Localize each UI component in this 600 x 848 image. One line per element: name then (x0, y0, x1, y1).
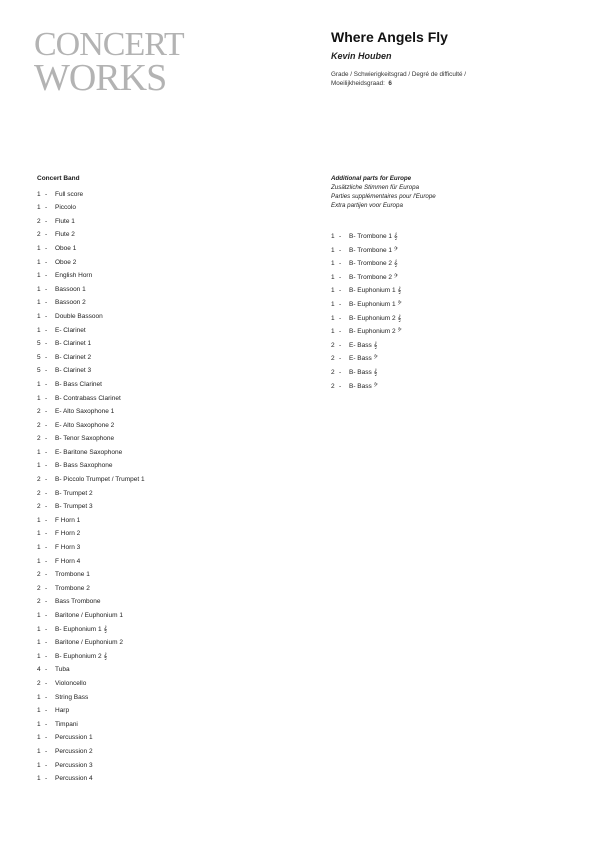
part-separator: - (339, 341, 342, 349)
part-item (331, 244, 581, 258)
part-name: B- Bass Saxophone (55, 462, 113, 470)
part-item (37, 242, 287, 256)
part-item (37, 568, 287, 582)
part-name: B- Trombone 1 𝄢 (349, 246, 398, 254)
part-item (37, 759, 287, 773)
part-item (37, 446, 287, 460)
part-separator: - (45, 720, 48, 728)
part-separator: - (45, 775, 48, 783)
part-quantity: 2 (37, 217, 41, 225)
part-item (37, 188, 287, 202)
part-name: Full score (55, 190, 84, 198)
grade-value: 6 (388, 80, 392, 87)
part-quantity: 2 (37, 489, 41, 497)
part-quantity: 1 (37, 530, 41, 538)
part-item (331, 257, 581, 271)
part-item (37, 215, 287, 229)
part-quantity: 1 (37, 557, 41, 565)
part-name: Bass Trombone (55, 598, 101, 606)
part-name: B- Clarinet 3 (55, 367, 92, 375)
part-item (37, 609, 287, 623)
part-item (37, 351, 287, 365)
part-separator: - (45, 394, 48, 402)
part-separator: - (45, 272, 48, 280)
part-name: B- Trombone 1 𝄞 (349, 233, 398, 240)
part-separator: - (45, 747, 48, 755)
part-quantity: 1 (37, 544, 41, 552)
part-name: Violoncello (55, 679, 87, 687)
part-quantity: 2 (37, 231, 41, 239)
part-quantity: 1 (37, 775, 41, 783)
part-quantity: 2 (37, 408, 41, 416)
part-quantity: 2 (331, 382, 335, 390)
part-name: B- Bass 𝄢 (349, 382, 378, 390)
part-separator: - (45, 571, 48, 579)
part-quantity: 1 (331, 233, 335, 240)
part-quantity: 2 (37, 476, 41, 484)
part-name: Trombone 1 (55, 571, 90, 579)
part-quantity: 1 (37, 462, 41, 470)
part-name: Percussion 1 (55, 734, 93, 742)
part-quantity: 2 (37, 503, 41, 511)
part-item (37, 296, 287, 310)
part-separator: - (45, 503, 48, 511)
part-item (37, 772, 287, 786)
part-quantity: 1 (37, 734, 41, 742)
part-quantity: 1 (37, 625, 41, 633)
part-quantity: 1 (331, 287, 335, 295)
part-item (331, 312, 581, 326)
part-separator: - (45, 734, 48, 742)
part-name: B- Clarinet 2 (55, 353, 92, 361)
part-name: Flute 1 (55, 217, 75, 225)
part-name: Double Bassoon (55, 312, 103, 320)
part-separator: - (45, 476, 48, 484)
part-quantity: 1 (37, 612, 41, 619)
part-item (37, 432, 287, 446)
concert-band-section (37, 174, 287, 786)
part-separator: - (45, 312, 48, 320)
part-item (37, 691, 287, 705)
part-item (37, 269, 287, 283)
part-quantity: 1 (331, 300, 335, 308)
part-name: B- Trumpet 3 (55, 503, 93, 511)
part-quantity: 1 (37, 693, 41, 701)
part-name: Percussion 2 (55, 747, 93, 755)
part-name: B- Bass Clarinet (55, 380, 102, 388)
part-item (37, 527, 287, 541)
part-quantity: 2 (331, 341, 335, 349)
part-quantity: 1 (37, 326, 41, 334)
part-item (37, 500, 287, 514)
part-separator: - (45, 190, 48, 198)
part-name: Flute 2 (55, 231, 75, 239)
part-item (37, 745, 287, 759)
part-separator: - (45, 340, 48, 348)
part-item (37, 718, 287, 732)
part-quantity: 1 (37, 244, 41, 252)
part-name: Percussion 4 (55, 775, 93, 783)
part-separator: - (45, 435, 48, 443)
part-separator: - (45, 679, 48, 687)
part-item (331, 230, 581, 244)
part-quantity: 1 (37, 747, 41, 755)
part-name: B- Trombone 2 𝄢 (349, 273, 398, 281)
part-name: Bassoon 1 (55, 285, 86, 293)
part-name: E- Bass 𝄞 (349, 341, 378, 349)
part-quantity: 1 (331, 246, 335, 254)
part-item (331, 380, 581, 394)
part-quantity: 1 (331, 328, 335, 336)
part-separator: - (45, 462, 48, 470)
part-quantity: 1 (37, 761, 41, 769)
part-separator: - (45, 639, 48, 647)
part-quantity: 1 (37, 258, 41, 266)
part-item (37, 514, 287, 528)
part-name: B- Trombone 2 𝄞 (349, 260, 398, 268)
part-separator: - (45, 584, 48, 592)
part-name: F Horn 4 (55, 557, 81, 565)
part-name: E- Alto Saxophone 1 (55, 408, 115, 416)
part-quantity: 2 (37, 598, 41, 606)
part-separator: - (45, 612, 48, 619)
part-quantity: 1 (37, 285, 41, 293)
part-item (37, 201, 287, 215)
part-item (37, 324, 287, 338)
part-separator: - (45, 258, 48, 266)
part-quantity: 1 (37, 190, 41, 198)
europe-parts-section (331, 174, 581, 393)
part-name: String Bass (55, 693, 89, 701)
part-quantity: 1 (37, 448, 41, 456)
part-separator: - (45, 666, 48, 674)
part-separator: - (339, 273, 342, 281)
part-quantity: 1 (37, 394, 41, 402)
part-item (331, 339, 581, 353)
composer-name: Kevin Houben (331, 51, 392, 61)
part-item (37, 677, 287, 691)
part-separator: - (45, 408, 48, 416)
europe-parts-title-fr: Parties supplémentaires pour l'Europe (331, 193, 436, 200)
part-name: B- Contrabass Clarinet (55, 394, 121, 402)
part-separator: - (339, 233, 342, 240)
part-separator: - (339, 260, 342, 268)
part-quantity: 1 (37, 272, 41, 280)
part-item (37, 731, 287, 745)
logo-line-1: CONCERT (34, 26, 184, 63)
part-quantity: 2 (37, 421, 41, 429)
part-item (331, 298, 581, 312)
part-separator: - (45, 761, 48, 769)
part-quantity: 4 (37, 666, 41, 674)
part-name: Trombone 2 (55, 584, 90, 592)
part-item (37, 405, 287, 419)
part-name: B- Euphonium 2 𝄞 (349, 314, 402, 322)
part-separator: - (339, 314, 342, 322)
part-name: F Horn 3 (55, 544, 81, 552)
part-item (37, 623, 287, 637)
part-name: E- Alto Saxophone 2 (55, 421, 115, 429)
part-separator: - (45, 299, 48, 307)
part-separator: - (339, 382, 342, 390)
part-separator: - (45, 217, 48, 225)
logo-line-2: WORKS (34, 57, 167, 99)
part-name: B- Euphonium 1 𝄞 (349, 287, 402, 295)
part-name: E- Clarinet (55, 326, 86, 334)
part-separator: - (45, 598, 48, 606)
part-quantity: 5 (37, 367, 41, 375)
part-name: F Horn 1 (55, 516, 81, 524)
part-separator: - (45, 652, 48, 660)
part-quantity: 1 (331, 273, 335, 281)
part-quantity: 2 (37, 435, 41, 443)
part-name: Timpani (55, 720, 78, 728)
part-quantity: 1 (331, 260, 335, 268)
part-quantity: 2 (37, 571, 41, 579)
part-name: B- Tenor Saxophone (55, 435, 115, 443)
part-item (37, 704, 287, 718)
part-separator: - (339, 287, 342, 295)
part-quantity: 1 (37, 516, 41, 524)
part-item (37, 582, 287, 596)
part-separator: - (45, 489, 48, 497)
part-separator: - (45, 516, 48, 524)
part-item (331, 271, 581, 285)
part-name: Percussion 3 (55, 761, 93, 769)
part-quantity: 5 (37, 340, 41, 348)
part-name: B- Euphonium 1 𝄢 (349, 300, 402, 308)
part-item (37, 650, 287, 664)
part-item (37, 256, 287, 270)
part-name: B- Euphonium 2 𝄢 (349, 328, 402, 336)
part-item (37, 595, 287, 609)
europe-parts-title: Additional parts for Europe (331, 175, 412, 182)
part-item (331, 284, 581, 298)
part-item (37, 663, 287, 677)
part-quantity: 1 (37, 312, 41, 320)
part-separator: - (45, 625, 48, 633)
part-name: Baritone / Euphonium 2 (55, 639, 123, 647)
part-name: B- Clarinet 1 (55, 340, 92, 348)
part-item (37, 487, 287, 501)
part-separator: - (339, 355, 342, 363)
part-quantity: 1 (331, 314, 335, 322)
part-quantity: 1 (37, 639, 41, 647)
concert-band-title: Concert Band (37, 175, 80, 182)
work-header (331, 29, 511, 88)
part-item (37, 636, 287, 650)
part-item (331, 352, 581, 366)
part-separator: - (45, 693, 48, 701)
part-item (37, 419, 287, 433)
part-quantity: 5 (37, 353, 41, 361)
part-separator: - (339, 368, 342, 376)
europe-parts-list (331, 230, 581, 393)
part-separator: - (45, 367, 48, 375)
part-item (37, 228, 287, 242)
part-name: Tuba (55, 666, 70, 674)
part-quantity: 2 (331, 368, 335, 376)
part-name: B- Euphonium 1 𝄞 (55, 625, 108, 633)
part-item (37, 337, 287, 351)
concert-band-list (37, 188, 287, 786)
part-name: Harp (55, 707, 70, 715)
part-item (37, 364, 287, 378)
part-item (37, 392, 287, 406)
part-name: E- Baritone Saxophone (55, 448, 123, 456)
part-separator: - (45, 421, 48, 429)
part-separator: - (45, 326, 48, 334)
part-name: B- Piccolo Trumpet / Trumpet 1 (55, 476, 145, 484)
part-separator: - (45, 204, 48, 212)
part-item (331, 366, 581, 380)
part-item (37, 378, 287, 392)
part-separator: - (339, 300, 342, 308)
part-separator: - (45, 530, 48, 538)
grade-info (331, 70, 511, 88)
part-quantity: 1 (37, 707, 41, 715)
part-name: B- Euphonium 2 𝄞 (55, 652, 108, 660)
part-item (331, 325, 581, 339)
part-name: Oboe 2 (55, 258, 77, 266)
europe-parts-title-de: Zusätzliche Stimmen für Europa (331, 184, 420, 191)
part-quantity: 2 (37, 679, 41, 687)
part-item (37, 555, 287, 569)
part-separator: - (45, 707, 48, 715)
part-quantity: 1 (37, 299, 41, 307)
part-quantity: 1 (37, 380, 41, 388)
part-quantity: 1 (37, 652, 41, 660)
part-quantity: 1 (37, 204, 41, 212)
part-quantity: 1 (37, 720, 41, 728)
part-name: F Horn 2 (55, 530, 81, 538)
part-item (37, 459, 287, 473)
part-separator: - (45, 557, 48, 565)
part-name: B- Bass 𝄞 (349, 368, 378, 376)
part-name: Bassoon 2 (55, 299, 86, 307)
part-separator: - (45, 244, 48, 252)
part-separator: - (45, 231, 48, 239)
part-name: Baritone / Euphonium 1 (55, 612, 123, 619)
part-name: English Horn (55, 272, 93, 280)
concert-works-logo (34, 26, 184, 99)
part-separator: - (339, 246, 342, 254)
grade-label: Grade / Schwierigkeitsgrad / Degré de difficulté / Moeilijkheidsgraad: (331, 71, 466, 87)
part-separator: - (339, 328, 342, 336)
part-name: B- Trumpet 2 (55, 489, 93, 497)
part-item (37, 310, 287, 324)
part-name: E- Bass 𝄢 (349, 355, 378, 363)
part-item (37, 541, 287, 555)
part-separator: - (45, 285, 48, 293)
part-item (37, 473, 287, 487)
europe-parts-title-nl: Extra partijen voor Europa (331, 202, 403, 209)
part-quantity: 2 (331, 355, 335, 363)
part-separator: - (45, 380, 48, 388)
work-title: Where Angels Fly (331, 29, 448, 45)
part-name: Piccolo (55, 204, 76, 212)
part-name: Oboe 1 (55, 244, 77, 252)
part-quantity: 2 (37, 584, 41, 592)
part-item (37, 283, 287, 297)
part-separator: - (45, 353, 48, 361)
part-separator: - (45, 448, 48, 456)
europe-parts-heading (331, 174, 581, 210)
part-separator: - (45, 544, 48, 552)
